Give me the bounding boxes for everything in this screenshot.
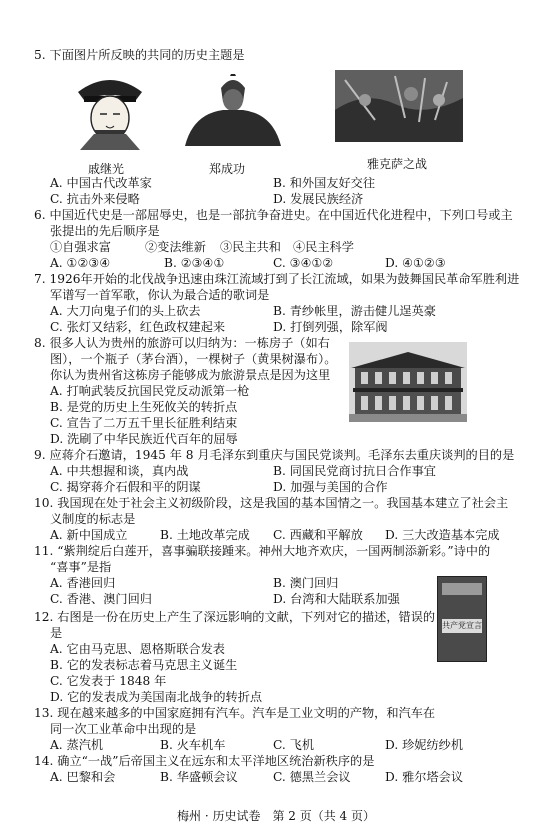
- q8-option-d: D. 洗刷了中华民族近代百年的屈辱: [50, 432, 238, 446]
- communist-manifesto-book: [437, 576, 487, 662]
- q11-line-2: “喜事”是指: [50, 560, 112, 574]
- q14-option-c: C. 德黑兰会议: [273, 770, 351, 784]
- q5-option-d: D. 发展民族经济: [273, 192, 364, 206]
- q12-line-2: 是: [50, 626, 63, 640]
- q11-option-c: C. 香港、澳门回归: [50, 592, 152, 606]
- q12-option-d: D. 它的发表成为美国南北战争的转折点: [50, 690, 263, 704]
- zunyi-building-photo: [349, 342, 467, 422]
- q5-stem: 5. 下面图片所反映的共同的历史主题是: [34, 48, 245, 62]
- q13-option-a: A. 蒸汽机: [50, 738, 104, 752]
- q10-option-b: B. 土地改革完成: [160, 528, 250, 542]
- q12-line-1: 12. 右图是一份在历史上产生了深远影响的文献，下列对它的描述，错误的: [34, 610, 436, 624]
- q6-item-3: ③民主共和: [220, 240, 281, 254]
- q5-caption-3: 雅克萨之战: [367, 157, 428, 171]
- q5-option-c: C. 抗击外来侵略: [50, 192, 140, 206]
- book-title: 共产党宣言: [442, 619, 482, 633]
- q10-option-c: C. 西藏和平解放: [273, 528, 363, 542]
- q12-option-c: C. 它发表于 1848 年: [50, 674, 167, 688]
- q10-line-1: 10. 我国现在处于社会主义初级阶段，这是我国的基本国情之一。我国基本建立了社会主: [34, 496, 509, 510]
- q5-option-a: A. 中国古代改革家: [50, 176, 152, 190]
- q10-option-d: D. 三大改造基本完成: [385, 528, 500, 542]
- q11-option-a: A. 香港回归: [50, 576, 116, 590]
- q8-option-a: A. 打响武装反抗国民党反动派第一枪: [50, 384, 250, 398]
- q6-option-d: D. ④①②③: [385, 256, 446, 270]
- q13-option-d: D. 珍妮纺纱机: [385, 738, 464, 752]
- q7-option-b: B. 青纱帐里，游击健儿逞英豪: [273, 304, 436, 318]
- q7-option-c: C. 张灯又结彩，红色政权建起来: [50, 320, 226, 334]
- q7-line-1: 7. 1926年开始的北伐战争迅速由珠江流域打到了长江流域，如果为鼓舞国民革命军胜利进: [34, 272, 520, 286]
- q7-option-a: A. 大刀向鬼子们的头上砍去: [50, 304, 201, 318]
- q11-option-d: D. 台湾和大陆联系加强: [273, 592, 400, 606]
- q6-option-c: C. ③④①②: [273, 256, 334, 270]
- q13-option-c: C. 飞机: [273, 738, 315, 752]
- q14-option-a: A. 巴黎和会: [50, 770, 116, 784]
- yakesa-battle-painting: [335, 70, 463, 142]
- q14-option-d: D. 雅尔塔会议: [385, 770, 464, 784]
- q14-option-b: B. 华盛顿会议: [160, 770, 238, 784]
- q8-option-c: C. 宣告了二万五千里长征胜利结束: [50, 416, 238, 430]
- q6-line-1: 6. 中国近代史是一部屈辱史，也是一部抗争奋进史。在中国近代化进程中，下列口号或主: [34, 208, 513, 222]
- q13-line-2: 同一次工业革命中出现的是: [50, 722, 197, 736]
- q9-line-1: 9. 应蒋介石邀请，1945 年 8 月毛泽东到重庆与国民党谈判。毛泽东去重庆谈判的目的是: [34, 448, 515, 462]
- q6-option-b: B. ②③④①: [164, 256, 225, 270]
- q8-option-b: B. 是党的历史上生死攸关的转折点: [50, 400, 238, 414]
- q9-option-d: D. 加强与美国的合作: [273, 480, 388, 494]
- q8-line-1: 8. 很多人认为贵州的旅游可以归纳为：一栋房子（如右: [34, 336, 330, 350]
- q9-option-c: C. 揭穿蒋介石假和平的阴谋: [50, 480, 201, 494]
- q9-option-b: B. 同国民党商讨抗日合作事宜: [273, 464, 436, 478]
- q10-line-2: 义制度的标志是: [50, 512, 136, 526]
- q13-line-1: 13. 现在越来越多的中国家庭拥有汽车。汽车是工业文明的产物，和汽车在: [34, 706, 436, 720]
- qi-jiguang-portrait: [70, 70, 150, 150]
- q7-option-d: D. 打倒列强，除军阀: [273, 320, 388, 334]
- q6-item-2: ②变法维新: [145, 240, 206, 254]
- q12-option-b: B. 它的发表标志着马克思主义诞生: [50, 658, 238, 672]
- q8-line-3: 你认为贵州省这栋房子能够成为旅游景点是因为这里: [50, 368, 331, 382]
- q5-caption-2: 郑成功: [209, 162, 246, 176]
- q6-option-a: A. ①②③④: [50, 256, 111, 270]
- zheng-chenggong-statue: [183, 74, 283, 146]
- q5-caption-1: 戚继光: [88, 162, 125, 176]
- q13-option-b: B. 火车机车: [160, 738, 226, 752]
- q5-option-b: B. 和外国友好交往: [273, 176, 376, 190]
- q6-line-2: 张提出的先后顺序是: [50, 224, 160, 238]
- q11-line-1: 11. “紫荆绽后白莲开，喜事骗联接踵来。神州大地齐欢庆，一国两制添新彩。”诗中的: [34, 544, 491, 558]
- q10-option-a: A. 新中国成立: [50, 528, 128, 542]
- q6-item-1: ①自强求富: [50, 240, 111, 254]
- page-footer: 梅州 · 历史试卷 第 2 页（共 4 页）: [177, 809, 375, 823]
- q11-option-b: B. 澳门回归: [273, 576, 339, 590]
- q7-line-2: 军谱写一首军歌，你认为最合适的歌词是: [50, 288, 270, 302]
- q12-option-a: A. 它由马克思、恩格斯联合发表: [50, 642, 225, 656]
- q8-line-2: 图），一个瓶子（茅台酒），一棵树子（黄果树瀑布）。: [50, 352, 337, 366]
- q9-option-a: A. 中共想握和谈，真内战: [50, 464, 189, 478]
- q6-item-4: ④民主科学: [293, 240, 354, 254]
- q14-line-1: 14. 确立“一战”后帝国主义在远东和太平洋地区统治新秩序的是: [34, 754, 375, 768]
